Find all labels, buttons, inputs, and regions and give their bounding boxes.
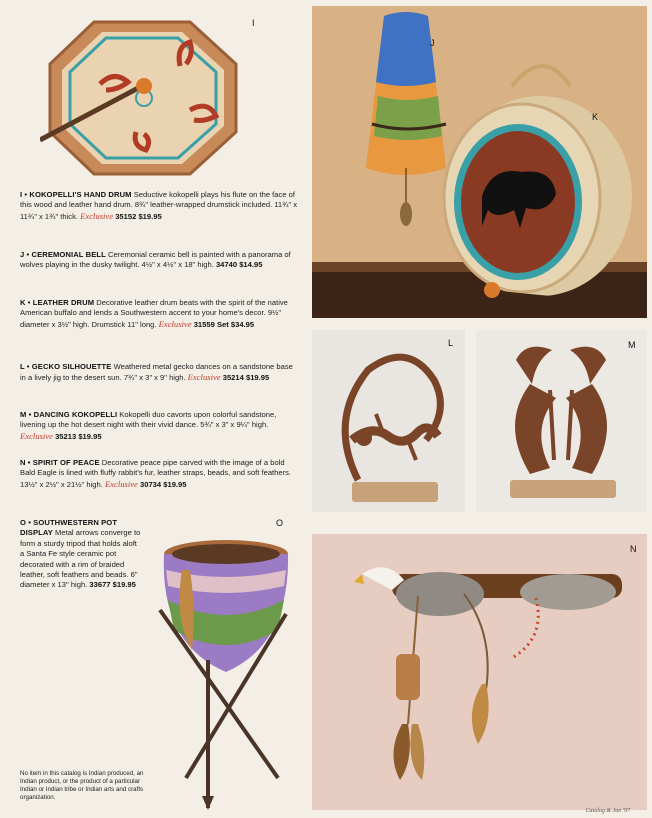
- item-description: Weathered metal gecko dances on a sandstone base in a lively jig to the desert sun. 7¾" x 3" x 9" high.: [20, 362, 293, 383]
- photo-dancing-kokopelli: [476, 330, 647, 512]
- item-description: Metal arrows converge to form a sturdy tripod that holds aloft a Santa Fe style ceramic pot decorated with a rim of braided leather, soft feathers and beads. 6" diameter x 13" high.: [20, 528, 141, 590]
- peace-pipe-illustration: [312, 534, 647, 810]
- item-name: L • GECKO SILHOUETTE: [20, 362, 112, 371]
- item-name: K • LEATHER DRUM: [20, 298, 95, 307]
- item-code: 35214: [222, 373, 244, 383]
- item-code: 35213: [55, 431, 77, 441]
- item-price: $19.95: [163, 479, 187, 489]
- photo-spirit-of-peace: [312, 534, 647, 810]
- item-j-ceremonial-bell: [20, 250, 300, 271]
- photo-kokopelli-hand-drum: [40, 14, 248, 182]
- exclusive-badge: Exclusive: [158, 318, 192, 329]
- hand-drum-illustration: [40, 14, 248, 182]
- page-footer: Catalog & Jan '97: [585, 808, 630, 814]
- item-name: N • SPIRIT OF PEACE: [20, 458, 100, 467]
- photo-bell-and-drum: [312, 6, 647, 318]
- photo-letter-n: N: [630, 544, 637, 554]
- item-l-gecko-silhouette: [20, 362, 300, 384]
- photo-letter-k: K: [592, 112, 599, 122]
- photo-southwestern-pot: [150, 530, 300, 812]
- item-code: 30734: [140, 479, 162, 489]
- item-code: 33677: [89, 580, 111, 590]
- item-description: Seductive kokopelli plays his flute on the face of this wood and leather hand drum. 8¾" leather-wrapped drumstick included. 11¾" x 11¾" x 1¾" thick.: [20, 190, 298, 221]
- item-description: Kokopelli duo cavorts upon colorful sandstone, livening up the hot desert night with their vivid dance. 5¾" x 3" x 9¼" high.: [20, 410, 277, 430]
- item-n-spirit-of-peace: [20, 458, 300, 490]
- item-price: $19.95: [138, 211, 162, 221]
- item-name: M • DANCING KOKOPELLI: [20, 410, 118, 419]
- item-k-leather-drum: [20, 298, 300, 330]
- item-m-dancing-kokopelli: [20, 410, 300, 442]
- item-price: $19.95: [112, 580, 136, 590]
- kokopelli-illustration: [476, 330, 647, 512]
- photo-letter-o: O: [276, 518, 284, 528]
- item-price: $14.95: [239, 260, 263, 270]
- item-price: Set $34.95: [216, 319, 255, 329]
- gecko-illustration: [312, 330, 465, 512]
- item-code: 34740: [215, 260, 238, 270]
- item-price: $19.95: [78, 431, 102, 441]
- item-o-southwestern-pot-display: [20, 518, 142, 591]
- item-price: $19.95: [245, 373, 270, 383]
- exclusive-badge: Exclusive: [187, 372, 221, 383]
- item-name: I • KOKOPELLI'S HAND DRUM: [20, 190, 132, 199]
- photo-gecko-silhouette: [312, 330, 465, 512]
- exclusive-badge: Exclusive: [20, 430, 53, 441]
- item-name: O • SOUTHWESTERN POT DISPLAY: [20, 518, 118, 538]
- item-name: J • CEREMONIAL BELL: [20, 250, 106, 259]
- item-description: Ceremonial ceramic bell is painted with a panorama of wolves playing in the dusky twilight. 4½" x 4½" x 18" high.: [20, 250, 291, 270]
- exclusive-badge: Exclusive: [104, 478, 138, 489]
- item-description: Decorative leather drum beats with the spirit of the native American buffalo and lends a Southwestern accent to your home's decor. 9½" diameter x 3½" high. Drumstick 11" long.: [20, 298, 288, 329]
- bell-drum-illustration: [312, 6, 647, 318]
- photo-letter-m: M: [628, 340, 636, 350]
- photo-letter-i: I: [252, 18, 255, 28]
- photo-letter-l: L: [448, 338, 454, 348]
- catalog-disclaimer: No item in this catalog is Indian produced, an Indian product, or the product of a particular Indian or Indian tribe or Indian arts and crafts organization.: [20, 770, 144, 801]
- item-i-kokopelli-hand-drum: [20, 190, 300, 222]
- photo-letter-j: J: [430, 38, 435, 48]
- item-description: Decorative peace pipe carved with the image of a bold Bald Eagle is lined with fluffy rabbit's fur, leather straps, beads, and soft feathers. 13½" x 2½" x 21½" high.: [20, 458, 292, 489]
- item-code: 31559: [193, 319, 215, 329]
- exclusive-badge: Exclusive: [80, 210, 114, 221]
- item-code: 35152: [115, 211, 137, 221]
- pot-display-illustration: [150, 530, 300, 812]
